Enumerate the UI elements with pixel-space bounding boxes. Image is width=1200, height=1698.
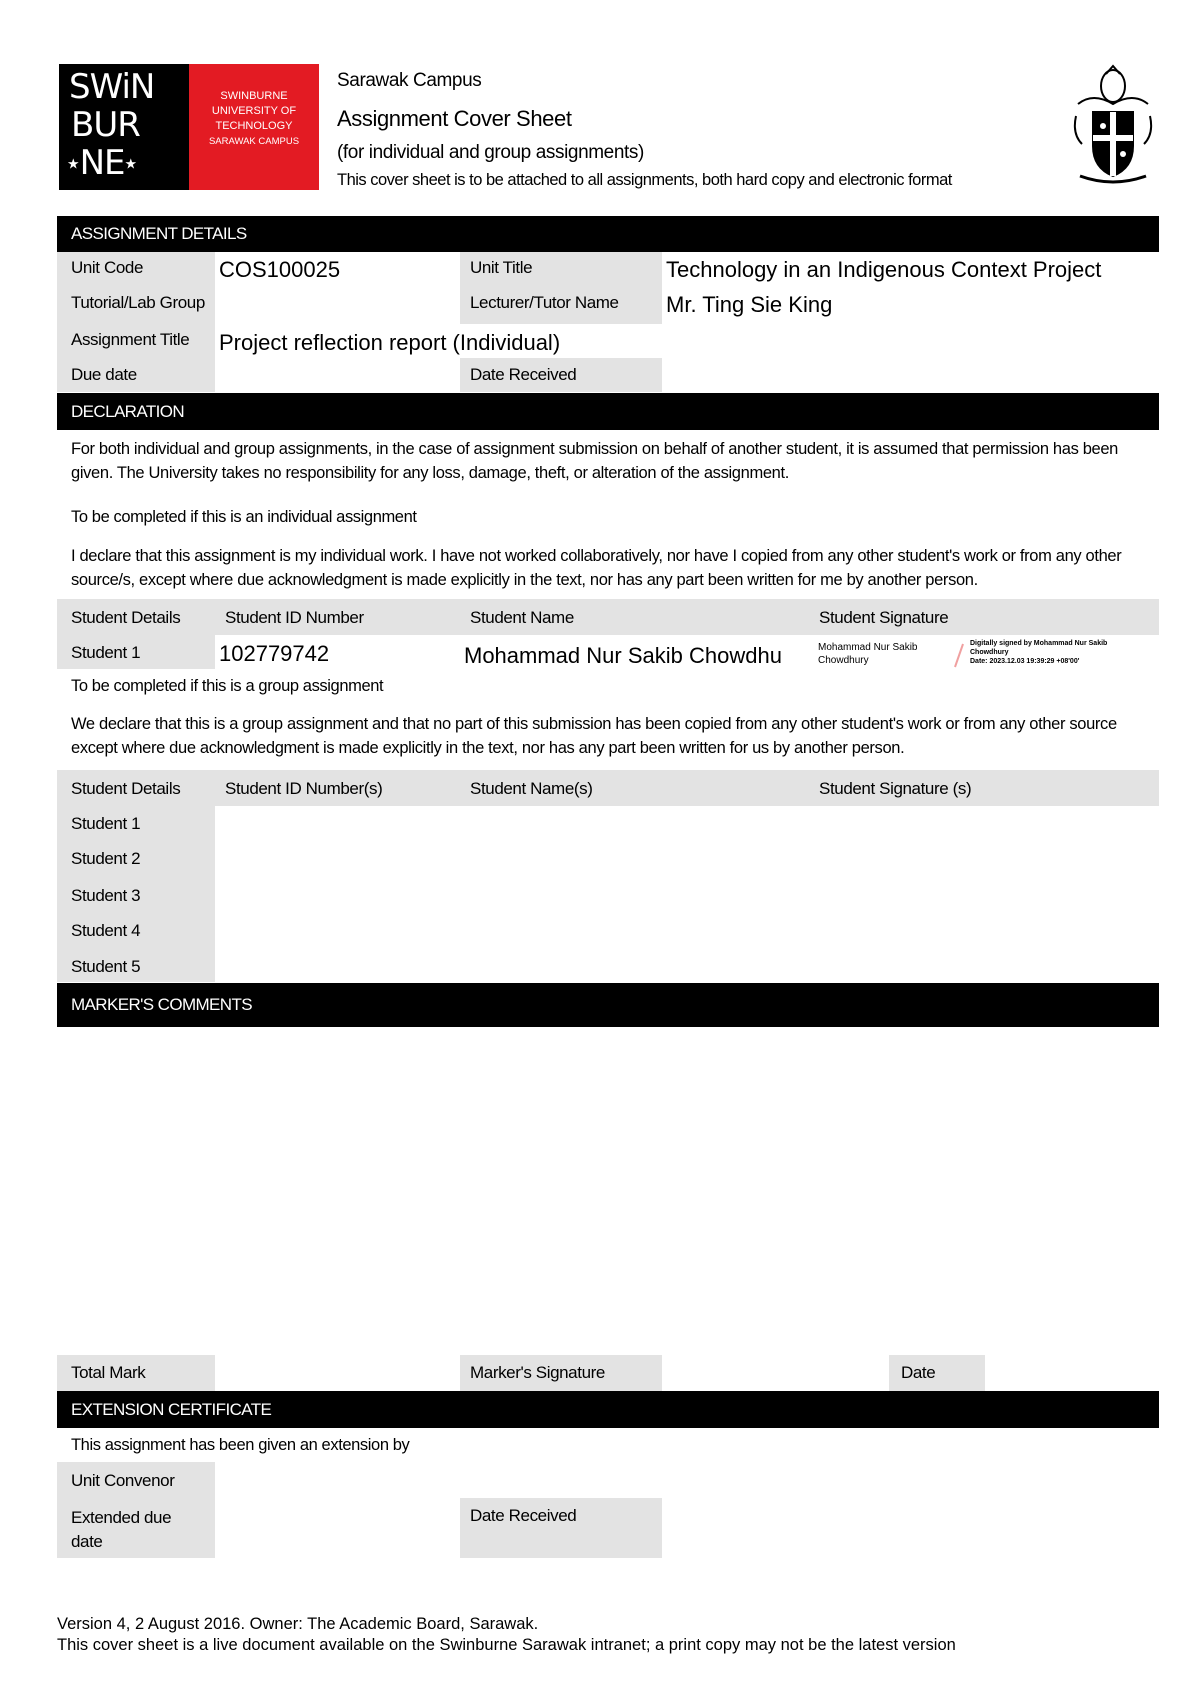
group-table-header	[57, 770, 1159, 806]
logo-wordmark-line-1: SWiN	[69, 67, 155, 107]
logo-text-4: SARAWAK CAMPUS	[208, 136, 300, 147]
signature-digital-line-1: Digitally signed by Mohammad Nur Sakib	[970, 640, 1108, 647]
attachment-note: This cover sheet is to be attached to all assignments, both hard copy and electronic format	[337, 171, 952, 189]
signature-name: Mohammad Nur Sakib Chowdhury	[818, 642, 918, 666]
individual-col-student-id: Student ID Number	[225, 608, 364, 627]
group-col-student-ids: Student ID Number(s)	[225, 779, 383, 798]
unit-code-label: Unit Code	[71, 258, 143, 277]
footer-note: This cover sheet is a live document available on the Swinburne Sarawak intranet; a print copy may not be the latest version	[57, 1636, 956, 1654]
assignment-title-label: Assignment Title	[71, 330, 190, 349]
page-subtitle: (for individual and group assignments)	[337, 142, 644, 163]
group-row-student-5: Student 5	[71, 957, 141, 976]
extension-date-received-label: Date Received	[470, 1506, 577, 1525]
group-col-student-names: Student Name(s)	[470, 779, 593, 798]
digital-signature[interactable]	[818, 640, 1118, 670]
due-date-label: Due date	[71, 365, 137, 384]
total-mark-label: Total Mark	[71, 1363, 146, 1382]
extension-certificate-header: EXTENSION CERTIFICATE	[57, 1391, 1159, 1428]
unit-code-value[interactable]: COS100025	[219, 257, 341, 282]
declaration-header: DECLARATION	[57, 393, 1159, 430]
date-received-label: Date Received	[470, 365, 577, 384]
individual-col-student-details: Student Details	[71, 608, 181, 627]
footer-version: Version 4, 2 August 2016. Owner: The Academic Board, Sarawak.	[57, 1615, 539, 1633]
unit-title-value[interactable]: Technology in an Indigenous Context Project	[666, 257, 1102, 282]
marker-date-label: Date	[901, 1363, 936, 1382]
logo-red-block	[189, 64, 319, 190]
individual-col-student-name: Student Name	[470, 608, 574, 627]
university-logo	[59, 64, 319, 190]
individual-heading: To be completed if this is an individual assignment	[71, 508, 417, 526]
declaration-intro: For both individual and group assignments, in the case of assignment submission on behalf of another student, it is assumed that permission has been given. The University takes no responsibility for any loss, damage, theft, or alteration of the assignment.	[71, 440, 1119, 482]
logo-text-3: TECHNOLOGY	[215, 120, 293, 132]
tutorial-group-label: Tutorial/Lab Group	[71, 293, 205, 312]
page-title: Assignment Cover Sheet	[337, 106, 572, 131]
lecturer-value[interactable]: Mr. Ting Sie King	[666, 292, 833, 317]
logo-wordmark-line-3: ★NE★	[67, 143, 138, 183]
individual-table-header	[57, 599, 1159, 635]
logo-text-1: SWINBURNE	[220, 90, 288, 102]
lecturer-label: Lecturer/Tutor Name	[470, 293, 619, 312]
signature-digital-line-2: Chowdhury	[970, 649, 1009, 656]
student-id-value[interactable]: 102779742	[219, 641, 330, 666]
logo-wordmark-line-2: BUR	[71, 105, 140, 145]
markers-comments-header: MARKER'S COMMENTS	[57, 983, 1159, 1027]
unit-title-label: Unit Title	[470, 258, 533, 277]
campus-name: Sarawak Campus	[337, 70, 482, 91]
individual-col-student-signature: Student Signature	[819, 608, 949, 627]
assignment-details-header: ASSIGNMENT DETAILS	[57, 216, 1159, 252]
assignment-title-value[interactable]: Project reflection report (Individual)	[219, 330, 561, 355]
markers-comments-area[interactable]	[57, 1027, 1159, 1354]
markers-signature-label: Marker's Signature	[470, 1363, 605, 1382]
group-col-student-details: Student Details	[71, 779, 181, 798]
logo-black-block	[59, 64, 189, 190]
group-row-student-4: Student 4	[71, 921, 141, 940]
signature-check-icon	[954, 642, 964, 668]
logo-text-2: UNIVERSITY OF	[211, 105, 297, 117]
group-row-student-1: Student 1	[71, 814, 141, 833]
group-row-student-2: Student 2	[71, 849, 141, 868]
extended-due-label: Extended due date	[71, 1508, 172, 1551]
student-name-value[interactable]: Mohammad Nur Sakib Chowdhu	[464, 643, 782, 668]
group-heading: To be completed if this is a group assignment	[71, 677, 384, 695]
group-col-student-signatures: Student Signature (s)	[819, 779, 972, 798]
group-declaration: We declare that this is a group assignment and that no part of this submission has been copied from any other student's work or from any other source except where due acknowledgment is made explicitly in the text, nor has any part been written for us by another person.	[71, 715, 1117, 757]
coat-of-arms-icon	[1068, 64, 1158, 188]
unit-convenor-label: Unit Convenor	[71, 1471, 175, 1490]
extension-intro: This assignment has been given an extension by	[71, 1436, 410, 1454]
signature-digital-line-3: Date: 2023.12.03 19:39:29 +08'00'	[970, 658, 1080, 665]
logo-wordmark-ne: NE	[79, 143, 125, 183]
group-row-student-3: Student 3	[71, 886, 141, 905]
individual-declaration: I declare that this assignment is my individual work. I have not worked collaboratively, nor have I copied from any other student's work or from any other source/s, except where due acknowledgment is made explicitly in the text, nor has any part been written for me by another person.	[71, 547, 1122, 589]
individual-row-label: Student 1	[71, 643, 141, 662]
